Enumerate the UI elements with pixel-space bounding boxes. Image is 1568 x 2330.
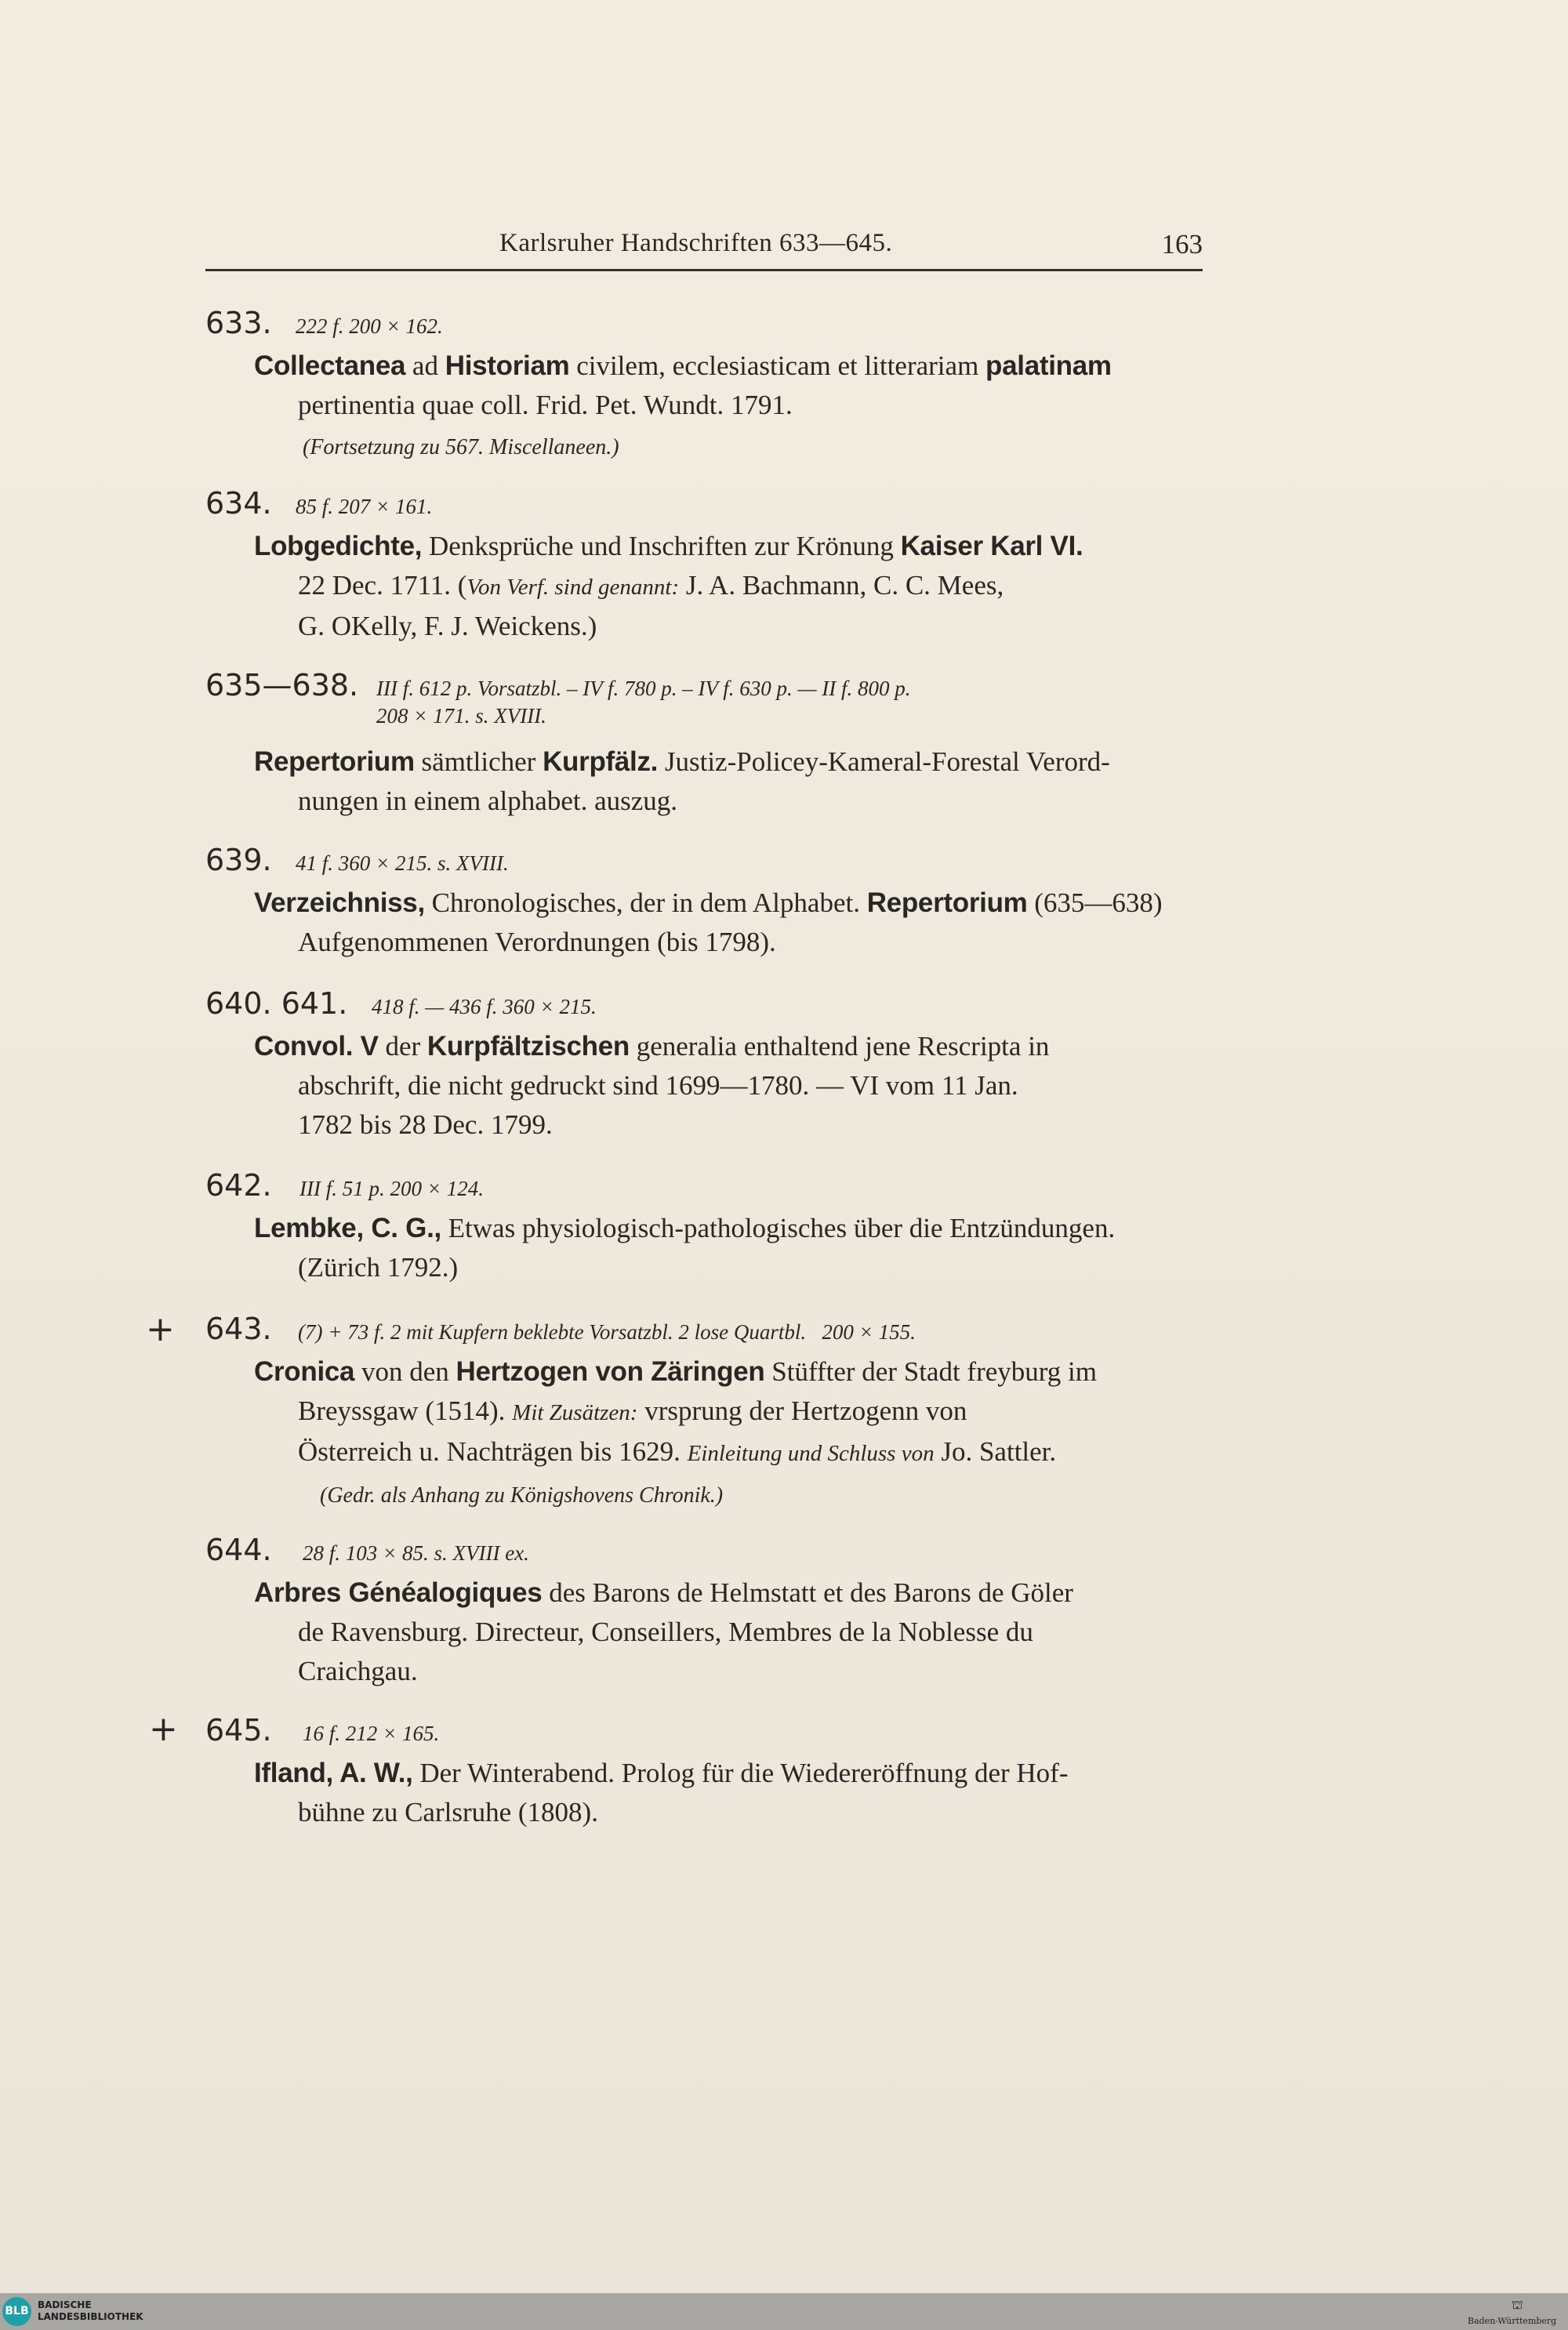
- body-text: ad: [405, 350, 445, 381]
- keyword-text: Collectanea: [254, 350, 406, 381]
- keyword-text: Repertorium: [866, 887, 1028, 918]
- keyword-text: Historiam: [445, 350, 570, 381]
- entry-number: 645.: [205, 1713, 272, 1748]
- entry-physical-description: 85 f. 207 × 161.: [296, 495, 433, 518]
- entry-line: [254, 1754, 1217, 1793]
- body-text: Der Winterabend. Prolog für die Wiedereröffnung der Hof-: [412, 1758, 1069, 1788]
- body-text: Jo. Sattler.: [934, 1436, 1057, 1467]
- entry-note: (Fortsetzung zu 567. Miscellaneen.): [303, 435, 619, 459]
- entry-number: 640. 641.: [205, 986, 348, 1021]
- entry-line: [254, 782, 1217, 821]
- entry-body: [254, 527, 1217, 646]
- keyword-text: Lobgedichte,: [254, 531, 423, 561]
- italic-text: Von Verf. sind genannt:: [466, 575, 680, 600]
- entry-line: [254, 607, 1217, 646]
- library-name-line2: LANDESBIBLIOTHEK: [38, 2311, 143, 2322]
- body-text: 1782 bis 28 Dec. 1799.: [298, 1109, 553, 1140]
- keyword-text: Kurpfältzischen: [426, 1031, 630, 1062]
- italic-text: Mit Zusätzen:: [512, 1400, 638, 1425]
- entry-number: 643.: [205, 1312, 272, 1346]
- keyword-text: Verzeichniss,: [254, 887, 425, 918]
- library-name-line1: BADISCHE: [38, 2299, 92, 2310]
- entry-number: 635—638.: [205, 668, 359, 702]
- entry-line: [254, 1352, 1217, 1392]
- entry-line: [254, 527, 1217, 566]
- body-text: pertinentia quae coll. Frid. Pet. Wundt. 1791.: [298, 390, 793, 420]
- entry-number: 634.: [205, 486, 272, 521]
- body-text: Chronologisches, der in dem Alphabet.: [424, 887, 867, 918]
- entry-line: [254, 1613, 1217, 1652]
- keyword-text: palatinam: [985, 350, 1112, 381]
- entry-body: [254, 347, 1217, 467]
- body-text: 22 Dec. 1711. (: [298, 570, 467, 601]
- body-text: Österreich u. Nachträgen bis 1629.: [298, 1436, 688, 1467]
- entry-number: 644.: [205, 1533, 272, 1567]
- keyword-text: Arbres Généalogiques: [254, 1577, 543, 1608]
- entry-633: [205, 306, 1217, 463]
- body-text: (Zürich 1792.): [298, 1252, 459, 1283]
- entry-note: (Gedr. als Anhang zu Königshovens Chronik.): [320, 1483, 724, 1508]
- entry-line: [254, 1392, 1217, 1432]
- entry-physical-description: (7) + 73 f. 2 mit Kupfern beklebte Vorsatzbl. 2 lose Quartbl. 200 × 155.: [298, 1320, 916, 1344]
- entry-body: [254, 1754, 1217, 1832]
- keyword-text: Convol. V: [254, 1031, 379, 1062]
- entry-body: [254, 742, 1217, 821]
- keyword-text: Ifland, A. W.,: [254, 1758, 413, 1788]
- entry-physical-description: 418 f. — 436 f. 360 × 215.: [372, 995, 597, 1018]
- entry-line: [254, 742, 1217, 782]
- entry-634: [205, 486, 1217, 651]
- body-text: Breyssgaw (1514).: [298, 1395, 513, 1426]
- entry-644: [205, 1533, 1217, 1697]
- entry-physical-description: 222 f. 200 × 162.: [296, 314, 443, 338]
- entry-number: 639.: [205, 843, 272, 877]
- keyword-text: Repertorium: [254, 746, 415, 777]
- entry-physical-description: III f. 612 p. Vorsatzbl. – IV f. 780 p. – IV f. 630 p. — II f. 800 p.: [376, 677, 911, 700]
- body-text: J. A. Bachmann, C. C. Mees,: [679, 570, 1004, 601]
- header-rule: [205, 269, 1203, 271]
- entry-643: [205, 1312, 1217, 1515]
- body-text: vrsprung der Hertzogenn von: [637, 1395, 967, 1426]
- keyword-text: Lembke, C. G.,: [254, 1213, 441, 1243]
- entry-number: 633.: [205, 306, 272, 340]
- keyword-text: Cronica: [254, 1356, 355, 1387]
- entry-body: [254, 884, 1217, 962]
- entry-645: [205, 1713, 1217, 1838]
- entry-line: [254, 386, 1217, 425]
- header-title: Karlsruher Handschriften 633—645.: [499, 229, 893, 257]
- entry-physical-description: III f. 51 p. 200 × 124.: [299, 1177, 484, 1200]
- entry-line: [254, 1793, 1217, 1832]
- entry-physical-description-continued: 208 × 171. s. XVIII.: [376, 704, 546, 728]
- plus-marker-645: +: [149, 1709, 178, 1749]
- entry-line: [254, 1027, 1217, 1066]
- entry-640-641: [205, 986, 1217, 1151]
- entry-line: [254, 884, 1217, 923]
- entry-line: [254, 566, 1217, 607]
- entry-physical-description: 28 f. 103 × 85. s. XVIII ex.: [303, 1541, 529, 1565]
- page-number: 163: [1161, 229, 1203, 259]
- body-text: Craichgau.: [298, 1656, 418, 1686]
- entry-line: [254, 923, 1217, 962]
- entry-number: 642.: [205, 1168, 272, 1203]
- library-name[interactable]: [38, 2299, 143, 2323]
- entry-line: [254, 1573, 1217, 1613]
- entry-line: [254, 1105, 1217, 1145]
- body-text: Stüffter der Stadt freyburg im: [764, 1356, 1098, 1387]
- body-text: Aufgenommenen Verordnungen (bis 1798).: [298, 927, 776, 957]
- body-text: bühne zu Carlsruhe (1808).: [298, 1797, 598, 1827]
- entry-line: [254, 1248, 1217, 1287]
- entry-line: [254, 1432, 1217, 1473]
- entry-physical-description: 16 f. 212 × 165.: [303, 1722, 440, 1745]
- body-text: der: [378, 1031, 427, 1062]
- entry-line: [254, 1066, 1217, 1105]
- baden-wuerttemberg-label: Baden-Württemberg: [1468, 2316, 1557, 2326]
- entry-body: [254, 1209, 1217, 1287]
- blb-logo-icon[interactable]: BLB: [2, 2297, 31, 2326]
- entry-line: [254, 1209, 1217, 1248]
- body-text: (635—638): [1027, 887, 1163, 918]
- plus-marker-643: +: [146, 1309, 175, 1349]
- entry-642: [205, 1168, 1217, 1294]
- body-text: generalia enthaltend jene Rescripta in: [629, 1031, 1050, 1062]
- running-header: [205, 229, 1203, 270]
- entry-line: [254, 347, 1217, 386]
- body-text: de Ravensburg. Directeur, Conseillers, Membres de la Noblesse du: [298, 1617, 1033, 1647]
- body-text: des Barons de Helmstatt et des Barons de Göler: [542, 1577, 1073, 1608]
- entry-639: [205, 843, 1217, 968]
- body-text: Justiz-Policey-Kameral-Forestal Verord-: [658, 746, 1110, 777]
- entry-line: [254, 1652, 1217, 1691]
- body-text: nungen in einem alphabet. auszug.: [298, 786, 678, 816]
- body-text: von den: [354, 1356, 456, 1387]
- body-text: abschrift, die nicht gedruckt sind 1699—1780. — VI vom 11 Jan.: [298, 1070, 1018, 1101]
- footer-bar: [0, 2293, 1568, 2330]
- baden-wuerttemberg-crest-icon: ⛫: [1512, 2297, 1523, 2312]
- entry-body: [254, 1573, 1217, 1691]
- italic-text: Einleitung und Schluss von: [687, 1441, 935, 1466]
- keyword-text: Hertzogen von Zäringen: [456, 1356, 765, 1387]
- entry-635-638: [205, 668, 1217, 840]
- body-text: G. OKelly, F. J. Weickens.): [298, 611, 597, 641]
- keyword-text: Kurpfälz.: [543, 746, 659, 777]
- entry-body: [254, 1352, 1217, 1515]
- entry-body: [254, 1027, 1217, 1145]
- entry-physical-description: 41 f. 360 × 215. s. XVIII.: [296, 851, 509, 875]
- body-text: Denksprüche und Inschriften zur Krönung: [422, 531, 901, 561]
- body-text: sämtlicher: [414, 746, 543, 777]
- body-text: civilem, ecclesiasticam et litterariam: [569, 350, 986, 381]
- keyword-text: Kaiser Karl VI.: [900, 531, 1083, 561]
- body-text: Etwas physiologisch-pathologisches über die Entzündungen.: [441, 1213, 1116, 1243]
